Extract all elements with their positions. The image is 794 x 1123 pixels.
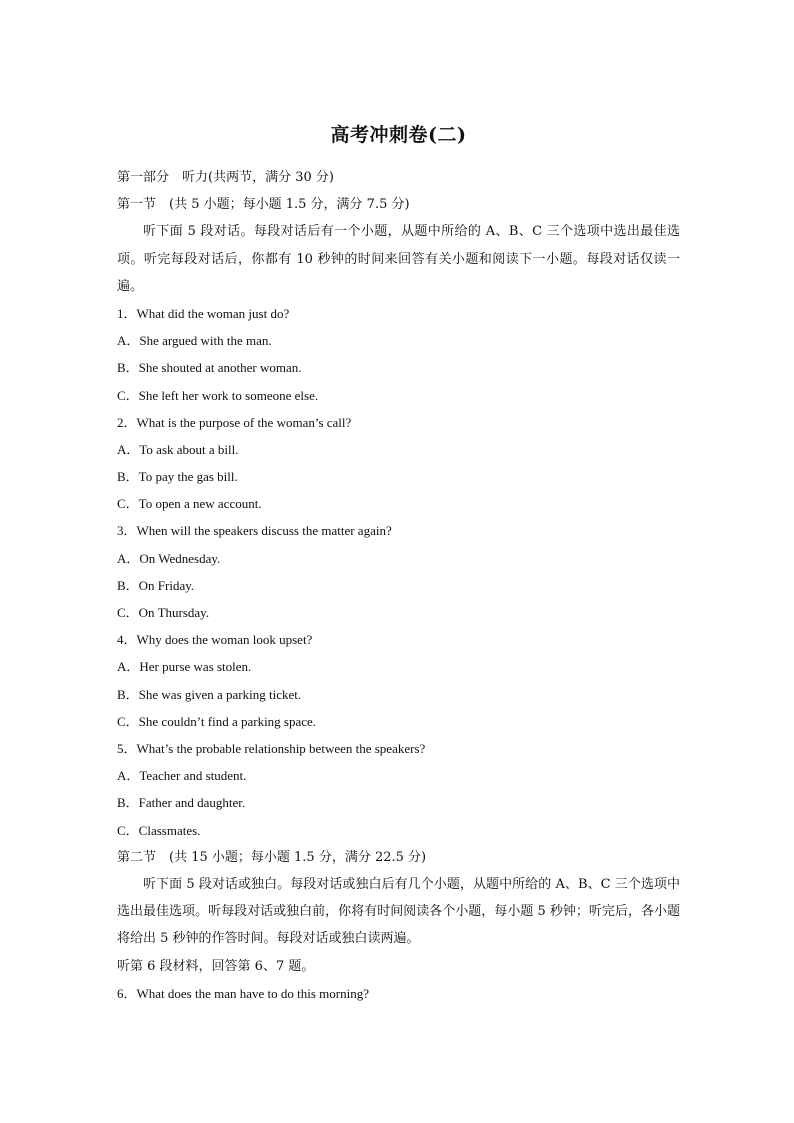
option-c: C．She couldn’t find a parking space. xyxy=(117,713,317,729)
question-5 xyxy=(117,735,680,844)
option-a: A．Teacher and student. xyxy=(117,768,247,784)
option-c: C．To open a new account. xyxy=(117,496,262,512)
exam-page xyxy=(117,118,680,1007)
question-2 xyxy=(117,409,680,518)
option-b: B．She shouted at another woman. xyxy=(117,360,302,376)
question-stem: 5．What’s the probable relationship between the speakers? xyxy=(117,740,426,756)
option-a: A．To ask about a bill. xyxy=(117,441,239,457)
part1-heading: 第一部分 听力(共两节，满分 30 分) xyxy=(117,170,334,185)
option-c: C．Classmates. xyxy=(117,822,201,838)
option-c: C．On Thursday. xyxy=(117,605,210,621)
question-stem: 4．Why does the woman look upset? xyxy=(117,632,313,648)
question-6-stem: 6．What does the man have to do this morning? xyxy=(117,985,370,1001)
option-b: B．Father and daughter. xyxy=(117,795,246,811)
option-a: A．Her purse was stolen. xyxy=(117,659,252,675)
question-stem: 3．When will the speakers discuss the matter again? xyxy=(117,523,392,539)
option-b: B．She was given a parking ticket. xyxy=(117,686,302,702)
section1-heading: 第一节 (共 5 小题；每小题 1.5 分，满分 7.5 分) xyxy=(117,197,410,213)
option-b: B．To pay the gas bill. xyxy=(117,469,238,485)
question-stem: 1．What did the woman just do? xyxy=(117,305,290,321)
option-a: A．On Wednesday. xyxy=(117,550,221,566)
option-a: A．She argued with the man. xyxy=(117,333,272,349)
question-4 xyxy=(117,626,680,735)
material-note: 听第 6 段材料，回答第 6、7 题。 xyxy=(117,958,315,974)
section2-instructions: 听下面 5 段对话或独白。每段对话或独白后有几个小题，从题中所给的 A、B、C 三个选项中选出最佳选项。听每段对话或独白前，你将有时间阅读各个小题，每小题 5 秒钟；听完后，各小题将给出 5 秒钟的作答时间。每段对话或独白读两遍。 xyxy=(117,876,680,947)
question-1 xyxy=(117,300,680,409)
section2-heading: 第二节 (共 15 小题；每小题 1.5 分，满分 22.5 分) xyxy=(117,849,427,865)
question-3 xyxy=(117,517,680,626)
question-stem: 2．What is the purpose of the woman’s call? xyxy=(117,414,352,430)
section1-instructions: 听下面 5 段对话。每段对话后有一个小题，从题中所给的 A、B、C 三个选项中选出最佳选项。听完每段对话后，你都有 10 秒钟的时间来回答有关小题和阅读下一小题。每段对话仅读一遍。 xyxy=(117,224,680,294)
exam-title: 高考冲刺卷(二) xyxy=(330,124,467,146)
option-c: C．She left her work to someone else. xyxy=(117,387,319,403)
option-b: B．On Friday. xyxy=(117,577,195,593)
